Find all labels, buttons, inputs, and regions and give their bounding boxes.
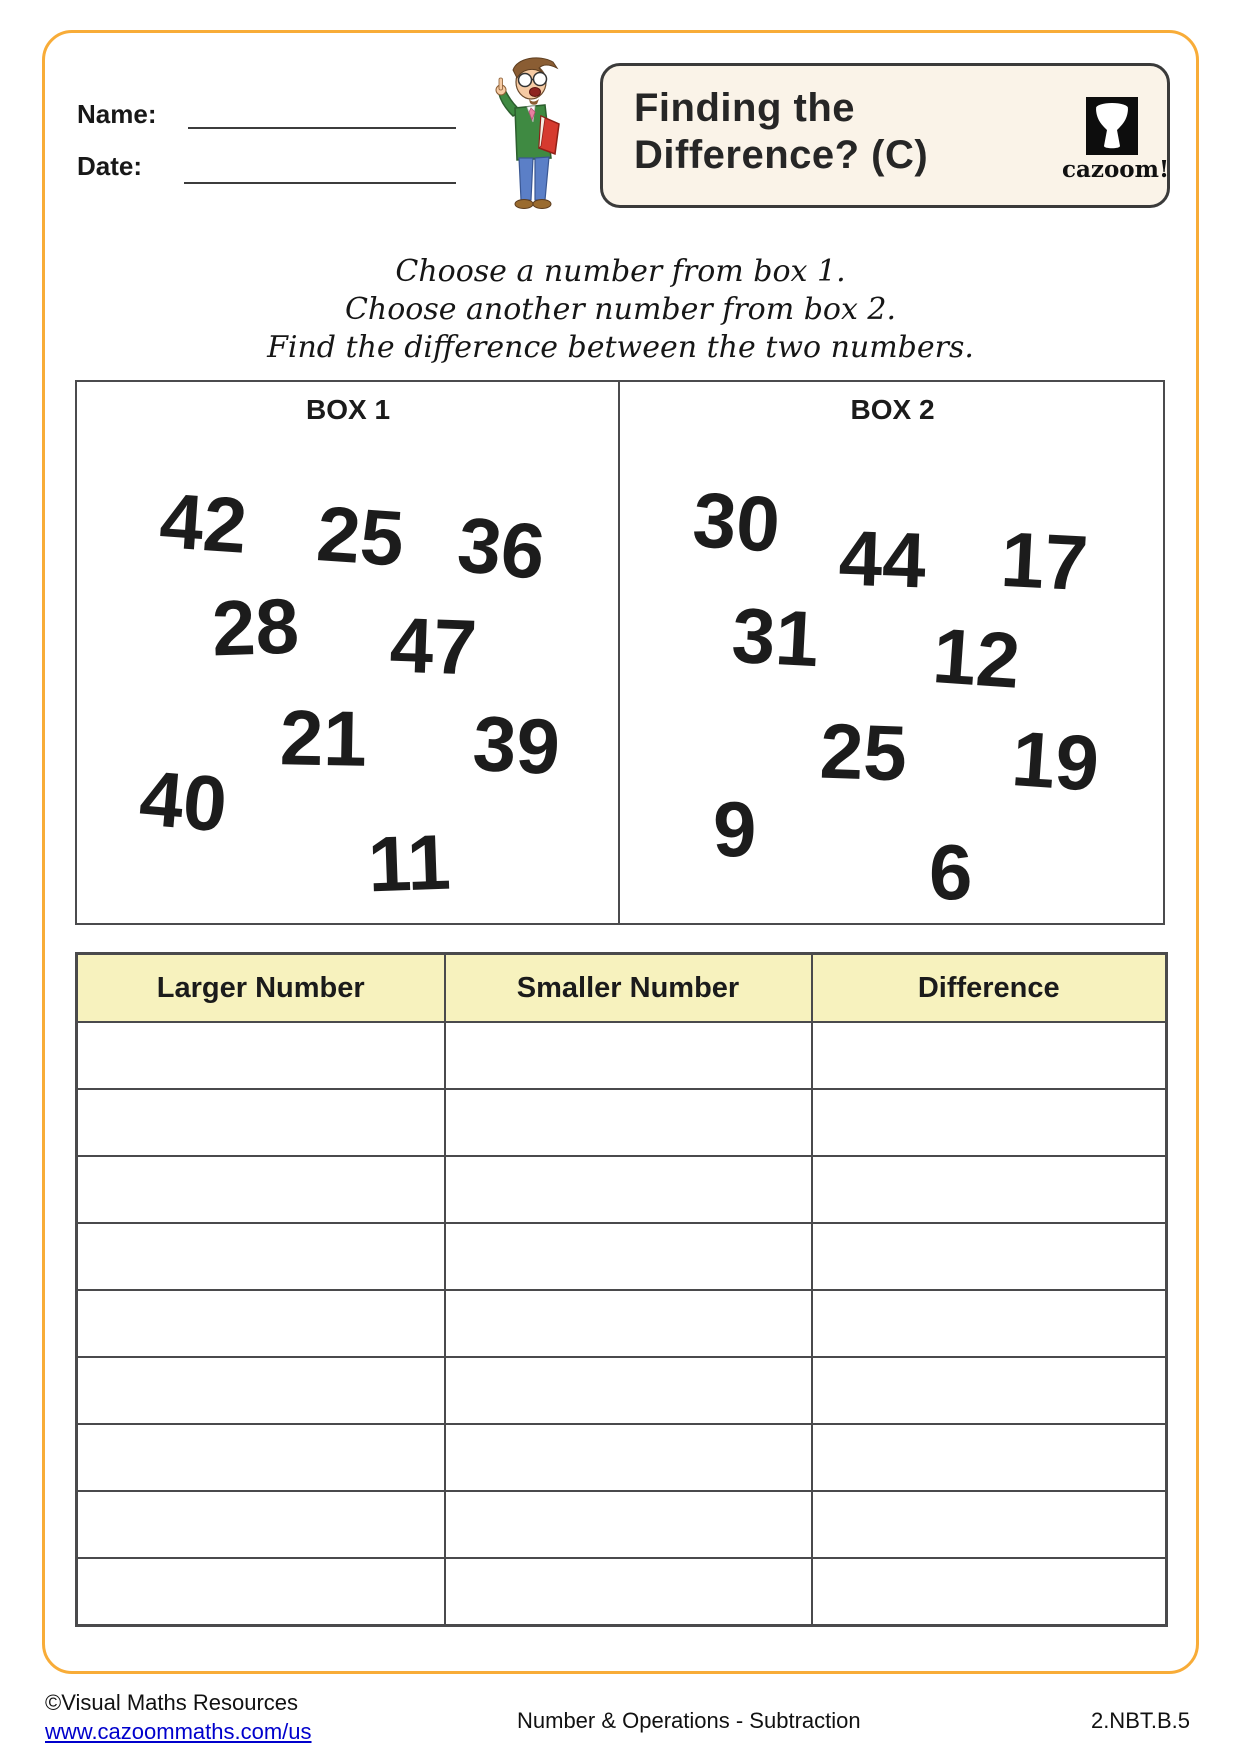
cazoom-logo-text: cazoom! [1062,156,1170,183]
box2-number-31: 31 [729,590,822,684]
name-label: Name: [77,99,157,129]
answer-cell[interactable] [77,1558,445,1626]
answer-cell[interactable] [812,1491,1167,1558]
box1-number-25: 25 [314,489,407,583]
answer-cell[interactable] [77,1223,445,1290]
answer-cell[interactable] [77,1022,445,1089]
footer-copyright-text: ©Visual Maths Resources [45,1690,299,1715]
box1-number-11: 11 [366,817,452,909]
box2-number-19: 19 [1009,714,1102,808]
box1-number-36: 36 [453,499,550,597]
answer-cell[interactable] [77,1424,445,1491]
instruction-line-2: Choose another number from box 2. [344,292,897,327]
answer-cell[interactable] [77,1491,445,1558]
instruction-line-1: Choose a number from box 1. [395,254,846,289]
answers-table-body [77,1022,1167,1626]
table-row [77,1156,1167,1223]
footer-topic-text: Number & Operations - Subtraction [517,1708,861,1733]
answer-cell[interactable] [77,1290,445,1357]
name-field-line[interactable] [188,127,456,129]
table-row [77,1558,1167,1626]
date-field-line[interactable] [184,182,456,184]
teacher-mascot-image [483,54,567,212]
answer-cell[interactable] [445,1089,812,1156]
table-row [77,1290,1167,1357]
answer-cell[interactable] [445,1558,812,1626]
answer-cell[interactable] [77,1089,445,1156]
table-row [77,1491,1167,1558]
answer-cell[interactable] [77,1156,445,1223]
page-title-line2: Difference? (C) [634,133,929,177]
table-row [77,1424,1167,1491]
footer-standard-code: 2.NBT.B.5 [1090,1708,1190,1733]
col-header-difference: Difference [812,954,1167,1023]
table-row [77,1223,1167,1290]
box2-number-25: 25 [818,706,909,798]
box1-number-42: 42 [157,476,250,570]
table-header-row [77,954,1167,1023]
answer-cell[interactable] [812,1290,1167,1357]
box1-number-28: 28 [210,581,301,673]
page-title-line1: Finding the [634,86,856,130]
answer-cell[interactable] [812,1357,1167,1424]
box2-label: BOX 2 [850,394,935,425]
answer-cell[interactable] [77,1357,445,1424]
answer-cell[interactable] [445,1156,812,1223]
box1-number-39: 39 [470,698,563,792]
answer-cell[interactable] [812,1223,1167,1290]
answer-cell[interactable] [445,1290,812,1357]
box2-number-6: 6 [929,828,973,916]
cazoom-logo [1086,97,1138,155]
box2-number-44: 44 [837,513,928,605]
col-header-smaller-number: Smaller Number [445,954,812,1023]
box2-number-9: 9 [713,785,757,873]
answer-cell[interactable] [812,1156,1167,1223]
answer-cell[interactable] [812,1089,1167,1156]
box2-number-12: 12 [930,611,1023,705]
box2-number-30: 30 [690,475,783,569]
answer-cell[interactable] [812,1022,1167,1089]
answer-cell[interactable] [445,1424,812,1491]
col-header-larger-number: Larger Number [77,954,445,1023]
table-row [77,1357,1167,1424]
page-title [634,85,928,179]
answer-cell[interactable] [445,1022,812,1089]
date-label: Date: [77,151,143,181]
website-link[interactable]: www.cazoommaths.com/us [45,1719,312,1744]
box1-number-40: 40 [136,753,231,849]
table-row [77,1022,1167,1089]
answers-table [75,952,1168,1627]
box-divider-line [618,380,620,925]
answer-cell[interactable] [812,1558,1167,1626]
box1-label: BOX 1 [305,394,391,425]
answer-cell[interactable] [445,1357,812,1424]
answer-cell[interactable] [812,1424,1167,1491]
answer-cell[interactable] [445,1491,812,1558]
box1-number-47: 47 [388,600,479,692]
table-row [77,1089,1167,1156]
box1-number-21: 21 [279,693,368,783]
box2-number-17: 17 [998,514,1091,608]
drum-icon [1086,97,1138,155]
instruction-line-3: Find the difference between the two numbers. [267,330,974,365]
answer-cell[interactable] [445,1223,812,1290]
